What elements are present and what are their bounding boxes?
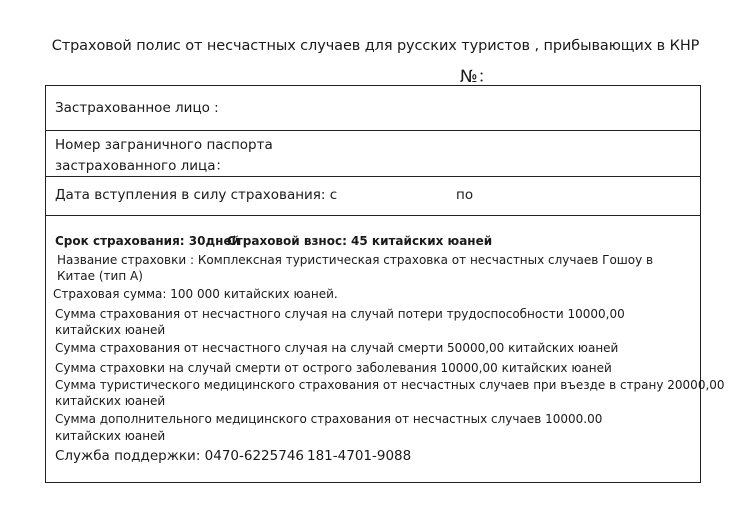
support-service bbox=[55, 448, 412, 464]
support-phone-2: 181-4701-9088 bbox=[307, 448, 412, 464]
insured-person-row bbox=[46, 86, 700, 131]
sum-insured: Страховая сумма: 100 000 китайских юаней. bbox=[53, 287, 338, 301]
illness-death-sum: Сумма страховки на случай смерти от острого заболевания 10000,00 китайских юаней bbox=[55, 361, 612, 375]
disability-sum-line2: китайских юаней bbox=[55, 323, 166, 337]
medical-sum-line1: Сумма туристического медицинского страхования от несчастных случаев при въезде в страну 20000,00 bbox=[55, 378, 725, 392]
passport-label-line2: застрахованного лица： bbox=[55, 158, 229, 174]
policy-form bbox=[45, 85, 725, 483]
document-title: Страховой полис от несчастных случаев для русских туристов , прибывающих в КНР bbox=[51, 38, 700, 54]
insured-person-label: Застрахованное лицо : bbox=[55, 100, 219, 116]
accidental-death-sum: Сумма страхования от несчастного случая на случай смерти 50000,00 китайских юаней bbox=[55, 341, 619, 355]
insurance-term: Срок страхования: 30дней bbox=[55, 234, 241, 248]
support-label: Служба поддержки: 0470-6225746 bbox=[55, 448, 305, 464]
insurance-premium: Страховой взнос: 45 китайских юаней bbox=[227, 234, 493, 248]
additional-medical-sum-line2: китайских юаней bbox=[55, 429, 166, 443]
additional-medical-sum-line1: Сумма дополнительного медицинского страхования от несчастных случаев 10000.00 bbox=[55, 412, 603, 426]
effective-date-label: Дата вступления в силу страхования: с bbox=[55, 187, 338, 203]
insurance-name-line2: Китае (тип А) bbox=[57, 269, 143, 283]
disability-sum-line1: Сумма страхования от несчастного случая на случай потери трудоспособности 10000,00 bbox=[55, 307, 625, 321]
passport-label-line1: Номер заграничного паспорта bbox=[55, 137, 273, 153]
medical-sum-line2: китайских юаней bbox=[55, 394, 166, 408]
effective-date-row bbox=[46, 176, 700, 216]
insurance-name-line1: Название страховки : Комплексная туристическая страховка от несчастных случаев Гошоу в bbox=[57, 253, 654, 267]
policy-number-label: №： bbox=[460, 67, 495, 87]
effective-date-to-label: по bbox=[456, 187, 474, 203]
passport-row bbox=[46, 130, 700, 177]
